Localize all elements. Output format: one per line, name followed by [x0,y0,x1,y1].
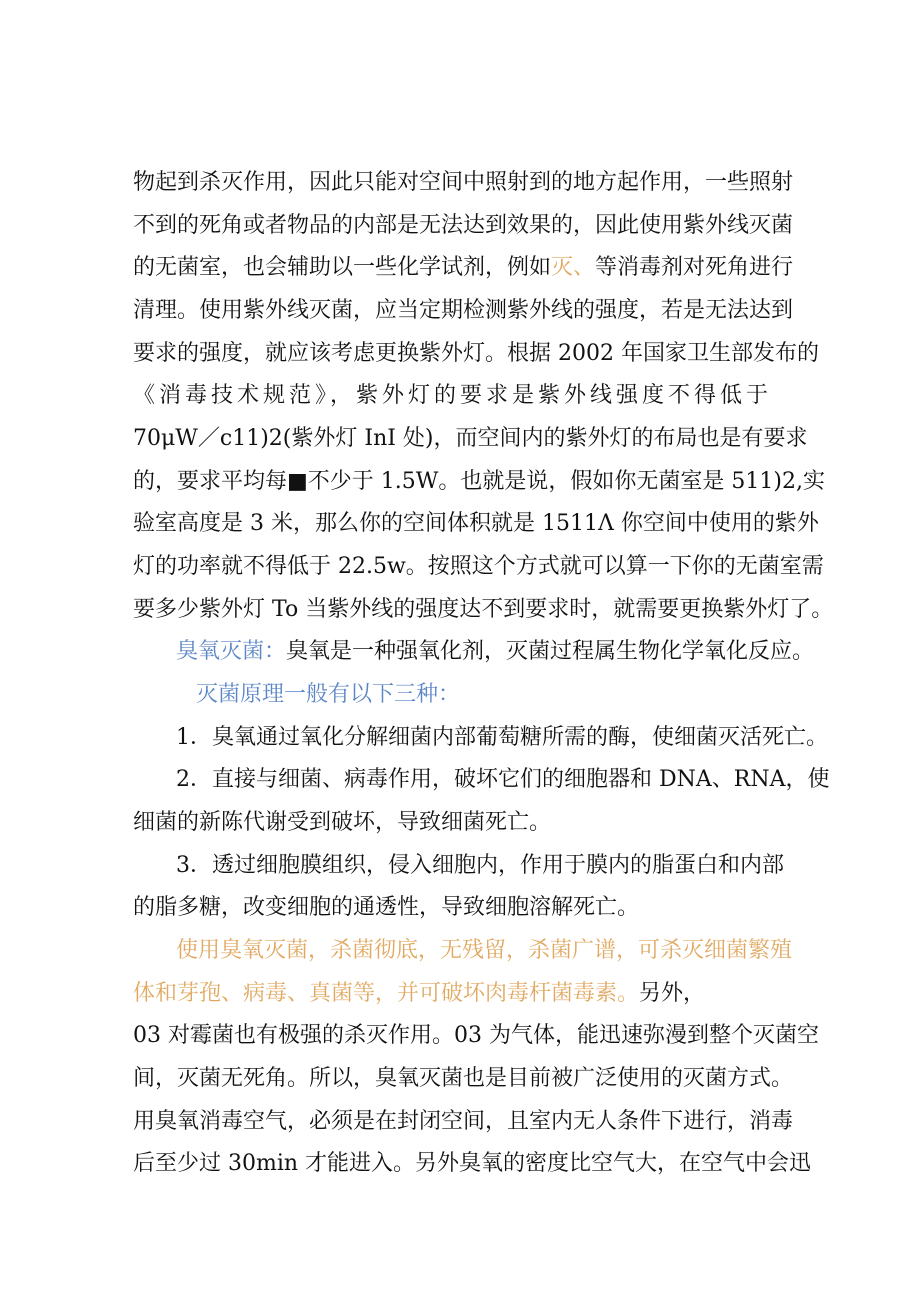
text-line-24: 后至少过 30min 才能进入。另外臭氧的密度比空气大，在空气中会迅 [133,1151,812,1176]
text-segment: 另外， [639,981,706,1006]
text-line-4: 清理。使用紫外线灭菌，应当定期检测紫外线的强度，若是无法达到 [133,298,794,323]
text-line-9: 验室高度是 3 米，那么你的空间体积就是 1511Λ 你空间中使用的紫外 [133,511,819,536]
highlight-text: 灭、 [551,255,596,280]
list-item-3: 3．透过细胞膜组织，侵入细胞内，作用于膜内的脂蛋白和内部 [176,853,784,878]
list-item-1: 1．臭氧通过氧化分解细菌内部葡萄糖所需的酶，使细菌灭活死亡。 [176,725,828,750]
list-item-3-continued: 的脂多糖，改变细胞的通透性，导致细胞溶解死亡。 [133,895,640,920]
list-item-2-continued: 细菌的新陈代谢受到破坏，导致细菌死亡。 [133,810,552,835]
text-segment: 臭氧是一种强氧化剂，灭菌过程属生物化学氧化反应。 [286,639,815,664]
text-line-20 [133,979,705,1009]
text-line-21: 03 对霉菌也有极强的杀灭作用。03 为气体，能迅速弥漫到整个灭菌空 [133,1023,819,1048]
text-segment: 等消毒剂对死角进行 [595,255,794,280]
list-item-2: 2．直接与细菌、病毒作用，破坏它们的细胞器和 DNA、RNA，使 [176,767,830,792]
text-line-2: 不到的死角或者物品的内部是无法达到效果的，因此使用紫外线灭菌 [133,213,794,238]
text-line-8: 的，要求平均每■不少于 1.5W。也就是说，假如你无菌室是 511)2,实 [133,469,825,494]
text-line-19: 使用臭氧灭菌，杀菌彻底，无残留，杀菌广谱，可杀灭细菌繁殖 [176,938,793,963]
text-line-11: 要多少紫外灯 To 当紫外线的强度达不到要求时，就需要更换紫外灯了。 [133,597,834,622]
text-line-22: 间，灭菌无死角。所以，臭氧灭菌也是目前被广泛使用的灭菌方式。 [133,1066,794,1091]
highlight-text: 体和芽孢、病毒、真菌等，并可破坏肉毒杆菌毒素。 [133,981,640,1006]
text-line-1: 物起到杀灭作用，因此只能对空间中照射到的地方起作用，一些照射 [133,170,794,195]
text-line-3 [133,253,793,283]
subheading-principles: 灭菌原理一般有以下三种： [196,682,461,707]
text-segment: 的无菌室，也会辅助以一些化学试剂，例如 [133,255,552,280]
text-line-10: 灯的功率就不得低于 22.5w。按照这个方式就可以算一下你的无菌室需 [133,554,824,579]
heading-label: 臭氧灭菌： [176,639,287,664]
text-line-5: 要求的强度，就应该考虑更换紫外灯。根据 2002 年国家卫生部发布的 [133,341,819,366]
section-heading-ozone [176,637,814,667]
text-line-7: 70μW／c11)2(紫外灯 InI 处)，而空间内的紫外灯的布局也是有要求 [133,426,808,451]
text-line-6: 《消毒技术规范》，紫外灯的要求是紫外线强度不得低于 [133,383,773,408]
text-line-23: 用臭氧消毒空气，必须是在封闭空间，且室内无人条件下进行，消毒 [133,1109,794,1134]
